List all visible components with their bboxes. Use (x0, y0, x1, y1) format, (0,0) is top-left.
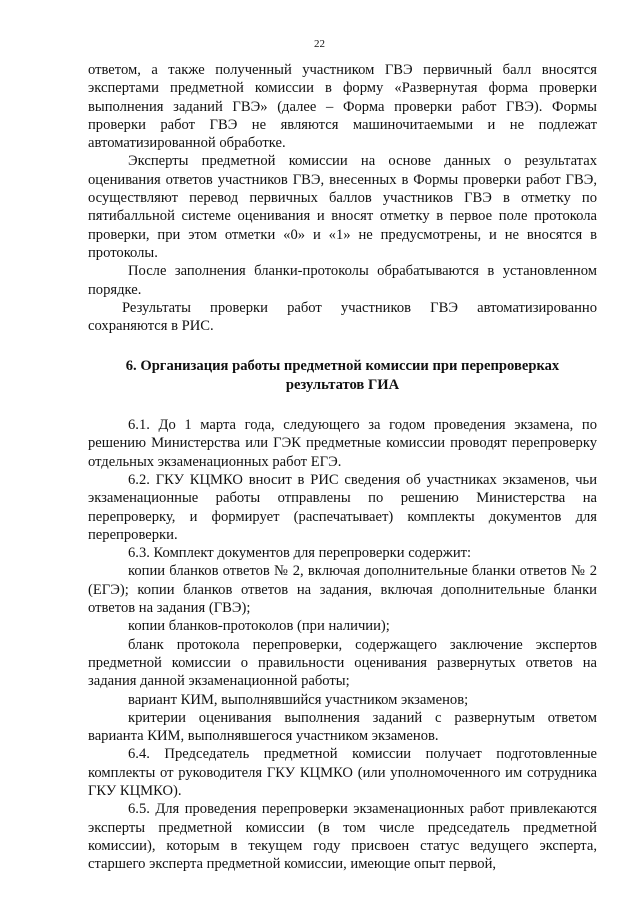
paragraph: Результаты проверки работ участников ГВЭ автоматизированно сохраняются в РИС. (88, 299, 597, 335)
list-item: вариант КИМ, выполнявшийся участником экзаменов; (128, 691, 469, 708)
paragraph: 6.1. До 1 марта года, следующего за годом проведения экзамена, по решению Министерства или ГЭК предметные комиссии проводят перепроверку отдельных экзаменационных работ ЕГЭ. (88, 417, 597, 470)
list-item: критерии оценивания выполнения заданий с развернутым ответом варианта КИМ, выполнявшегося участником экзаменов. (88, 709, 597, 745)
page-content (88, 61, 597, 873)
paragraph: Эксперты предметной комиссии на основе данных о результатах оценивания ответов участников ГВЭ, внесенных в Формы проверки работ ГВЭ, осуществляют перевод первичных баллов участников ГВЭ в отметку по пятибалльной системе оценивания и вносят отметку в первое поле протокола проверки, при этом отметки «0» и «1» не предусмотрены, и не вносятся в протоколы. (88, 153, 597, 261)
paragraph: ответом, а также полученный участником ГВЭ первичный балл вносятся экспертами предметной комиссии в форму «Развернутая форма проверки выполнения заданий ГВЭ» (далее – Форма проверки работ ГВЭ). Формы проверки работ ГВЭ не являются машиночитаемыми и не подлежат автоматизированной обработке. (88, 62, 597, 152)
paragraph: 6.2. ГКУ КЦМКО вносит в РИС сведения об участниках экзаменов, чьи экзаменационные работы отправлены по решению Министерства на перепроверку, и формирует (распечатывает) комплекты документов для перепроверки. (88, 471, 597, 543)
paragraph: После заполнения бланки-протоколы обрабатываются в установленном порядке. (88, 263, 597, 298)
paragraph: 6.3. Комплект документов для перепроверки содержит: (128, 545, 472, 562)
page-number: 22 (314, 38, 325, 50)
paragraph: 6.4. Председатель предметной комиссии получает подготовленные комплекты от руководителя ГКУ КЦМКО (или уполномоченного им сотрудника ГКУ КЦМКО). (88, 746, 597, 799)
list-item: копии бланков ответов № 2, включая дополнительные бланки ответов № 2 (ЕГЭ); копии бланков ответов на задания, включая дополнительные бланки ответов на задания (ГВЭ); (88, 563, 597, 617)
list-item: бланк протокола перепроверки, содержащего заключение экспертов предметной комиссии о правильности оценивания развернутых ответов на задания данной экзаменационной работы; (88, 636, 597, 690)
paragraph: 6.5. Для проведения перепроверки экзаменационных работ привлекаются эксперты предметной комиссии (в том числе председатель предметной комиссии), которым в текущем году присвоен статус ведущего эксперта, старшего эксперта предметной комиссии, имеющие опыт первой, (88, 801, 597, 873)
section-heading: 6. Организация работы предметной комиссии при перепроверках результатов ГИА (125, 358, 560, 393)
list-item: копии бланков-протоколов (при наличии); (128, 618, 390, 635)
